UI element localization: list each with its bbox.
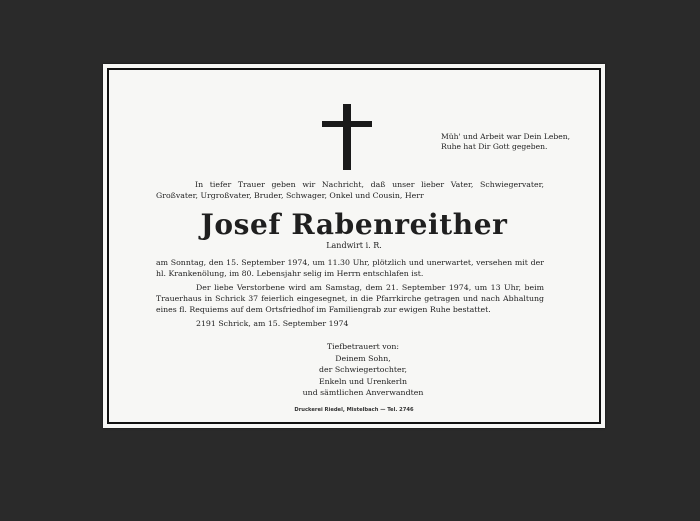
printer-imprint: Druckerei Riedel, Mistelbach — Tel. 2746 (294, 407, 414, 413)
mourners-list (283, 341, 443, 399)
mourner-line: Deinem Sohn, (335, 353, 391, 363)
motto-line: Ruhe hat Dir Gott gegeben. (441, 142, 548, 151)
mourner-line: der Schwiegertochter, (319, 365, 407, 374)
motto-line: Müh' und Arbeit war Dein Leben, (441, 132, 571, 141)
mourner-line: Enkeln und Urenkerln (318, 376, 408, 386)
funeral-paragraph: Der liebe Verstorbene wird am Samstag, dem 21. September 1974, um 13 Uhr, beim Trauerhaus in Schrick 37 feierlich eingesegnet, in die Pfarrkirche getragen und nach Abhaltung eines fl. Requiems auf dem Ortsfriedhof im Familiengrab zur ewigen Ruhe bestattet. (156, 283, 544, 314)
mourners-heading: Tiefbetrauert von: (326, 342, 400, 351)
mourner-line: und sämtlichen Anverwandten (302, 388, 424, 397)
occupation: Landwirt i. R. (326, 241, 382, 250)
place-date: 2191 Schrick, am 15. September 1974 (196, 319, 349, 328)
death-paragraph: am Sonntag, den 15. September 1974, um 11.30 Uhr, plötzlich und unerwartet, versehen mit der hl. Krankenölung, im 80. Lebensjahr selig im Herrn entschlafen ist. (156, 258, 544, 278)
death-notice-card (103, 64, 605, 428)
motto (441, 132, 570, 152)
intro-text: In tiefer Trauer geben wir Nachricht, daß unser lieber Vater, Schwiegervater, Großvater, Urgroßvater, Bruder, Schwager, Onkel und Cousin, Herr (156, 180, 544, 200)
deceased-name: Josef Rabenreither (200, 208, 508, 241)
